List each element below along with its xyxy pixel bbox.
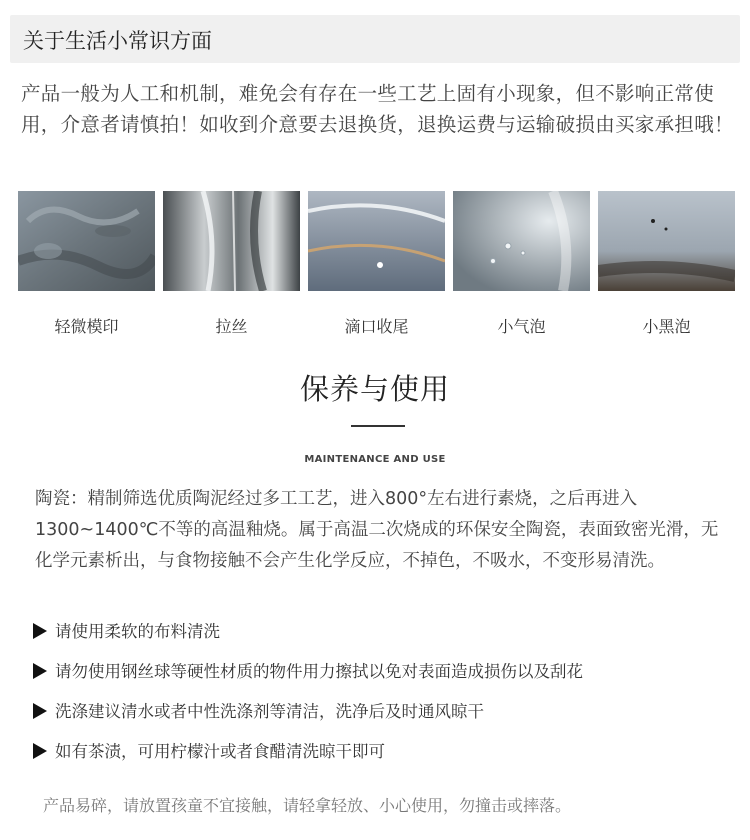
- caption-defect-5: 小黑泡: [642, 317, 691, 336]
- care-item: [33, 738, 385, 764]
- care-item: [33, 698, 484, 724]
- care-item: [33, 658, 583, 684]
- care-item-text: 洗涤建议清水或者中性洗涤剂等清洁，洗净后及时通风晾干: [55, 702, 484, 721]
- page-title: 关于生活小常识方面: [23, 29, 212, 53]
- title-bar: [10, 15, 740, 63]
- section-subtitle: MAINTENANCE AND USE: [304, 454, 446, 465]
- caption-defect-2: 拉丝: [215, 317, 248, 336]
- caption-defect-4: 小气泡: [497, 317, 546, 336]
- footer-note: 产品易碎，请放置孩童不宜接触，请轻拿轻放、小心使用，勿撞击或摔落。: [43, 796, 572, 815]
- defect-gallery: [18, 191, 738, 341]
- defect-photo-mold-mark: [18, 191, 155, 291]
- care-item-text: 如有茶渍，可用柠檬汁或者食醋清洗晾干即可: [55, 742, 385, 761]
- caption-defect-3: 滴口收尾: [344, 317, 409, 336]
- material-description: 陶瓷：精制筛选优质陶泥经过多工工艺，进入800°左右进行素烧，之后再进入1300~1400℃不等的高温釉烧。属于高温二次烧成的环保安全陶瓷，表面致密光滑，无化学元素析出，与食物接触不会产生化学反应，不掉色，不吸水，不变形易清洗。: [35, 489, 719, 571]
- section-divider: [351, 425, 405, 427]
- care-item-text: 请使用柔软的布料清洗: [55, 622, 220, 641]
- defect-photo-small-bubble: [453, 191, 590, 291]
- care-item-text: 请勿使用钢丝球等硬性材质的物件用力擦拭以免对表面造成损伤以及刮花: [55, 662, 583, 681]
- triangle-bullet-icon: [33, 663, 47, 679]
- defect-photo-drip-finish: [308, 191, 445, 291]
- caption-defect-1: 轻微模印: [54, 317, 119, 336]
- care-item: [33, 618, 220, 644]
- triangle-bullet-icon: [33, 703, 47, 719]
- triangle-bullet-icon: [33, 743, 47, 759]
- triangle-bullet-icon: [33, 623, 47, 639]
- defect-photo-black-spot: [598, 191, 735, 291]
- intro-paragraph: 产品一般为人工和机制，难免会有存在一些工艺上固有小现象，但不影响正常使用，介意者请慎拍！如收到介意要去退换货，退换运费与运输破损由买家承担哦！: [21, 82, 734, 136]
- defect-photo-drawing-line: [163, 191, 300, 291]
- section-title: 保养与使用: [299, 372, 450, 406]
